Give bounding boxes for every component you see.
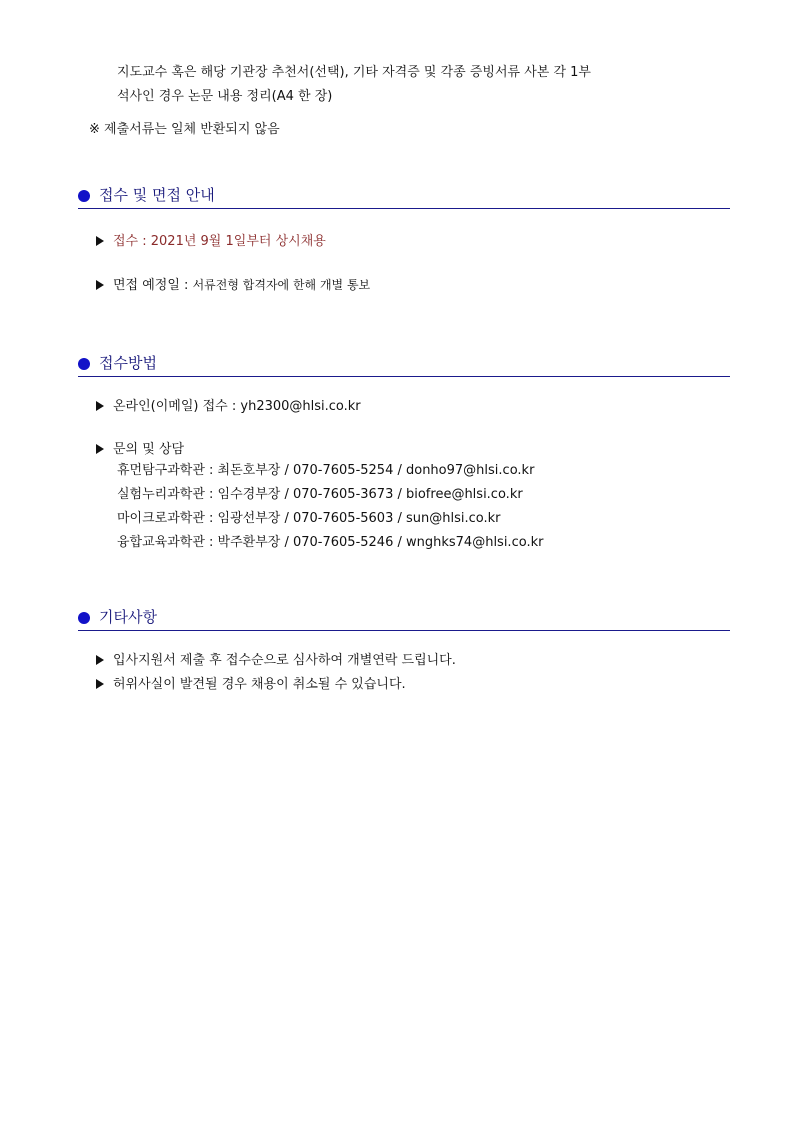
etc-item-2 <box>96 676 406 694</box>
triangle-bullet-icon <box>96 280 104 290</box>
triangle-bullet-icon <box>96 401 104 411</box>
inquiry-text: 문의 및 상담 <box>113 442 185 457</box>
contact-line: 실험누리과학관 : 임수경부장 / 070-7605-3673 / biofree@hlsi.co.kr <box>117 487 523 502</box>
interview-label: 면접 예정일 : <box>113 278 193 293</box>
section-etc-header <box>78 606 730 631</box>
online-application-text: 온라인(이메일) 접수 : yh2300@hlsi.co.kr <box>113 399 361 414</box>
etc-item-1-text: 입사지원서 제출 후 접수순으로 심사하여 개별연락 드립니다. <box>113 653 456 668</box>
section-method-header <box>78 352 730 377</box>
interview-value: 서류전형 합격자에 한해 개별 통보 <box>192 278 371 292</box>
method-item-online <box>96 398 361 416</box>
contact-line: 마이크로과학관 : 임광선부장 / 070-7605-5603 / sun@hlsi.co.kr <box>117 511 501 526</box>
etc-item-1 <box>96 652 456 670</box>
documents-line-1: 지도교수 혹은 해당 기관장 추천서(선택), 기타 자격증 및 각종 증빙서류 사본 각 1부 <box>117 65 591 80</box>
documents-line-2: 석사인 경우 논문 내용 정리(A4 한 장) <box>117 89 333 104</box>
section-reception-header <box>78 184 730 209</box>
bullet-dot-icon <box>78 190 90 202</box>
documents-note: ※ 제출서류는 일체 반환되지 않음 <box>89 122 280 137</box>
triangle-bullet-icon <box>96 655 104 665</box>
section-reception-title: 접수 및 면접 안내 <box>99 186 215 204</box>
reception-item-interview <box>96 276 370 295</box>
triangle-bullet-icon <box>96 679 104 689</box>
reception-item-period <box>96 233 326 251</box>
bullet-dot-icon <box>78 358 90 370</box>
section-etc-title: 기타사항 <box>99 608 157 626</box>
etc-item-2-text: 허위사실이 발견될 경우 채용이 취소될 수 있습니다. <box>113 677 406 692</box>
section-method-title: 접수방법 <box>99 354 157 372</box>
bullet-dot-icon <box>78 612 90 624</box>
reception-period-text: 접수 : 2021년 9월 1일부터 상시채용 <box>113 234 326 249</box>
contact-line: 융합교육과학관 : 박주환부장 / 070-7605-5246 / wnghks74@hlsi.co.kr <box>117 535 544 550</box>
contact-line: 휴먼탐구과학관 : 최돈호부장 / 070-7605-5254 / donho97@hlsi.co.kr <box>117 463 535 478</box>
method-item-inquiry <box>96 441 184 459</box>
triangle-bullet-icon <box>96 236 104 246</box>
triangle-bullet-icon <box>96 444 104 454</box>
